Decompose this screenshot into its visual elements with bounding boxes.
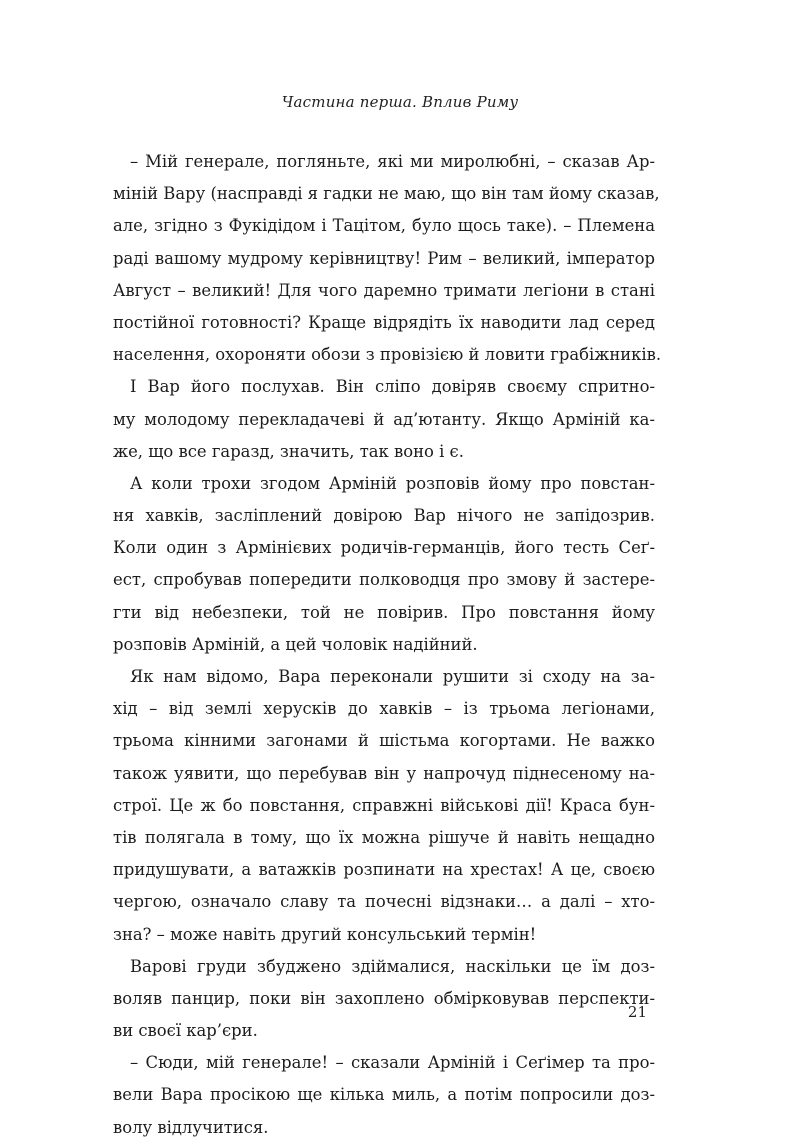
body-text <box>113 146 662 1144</box>
text-line: гти від небезпеки, той не повірив. Про повстання йому <box>113 602 655 622</box>
text-line: зна? – може навіть другий консульський термін! <box>113 924 537 944</box>
text-line: населення, охороняти обози з провізією й ловити грабіжників. <box>113 345 662 365</box>
text-line: Август – великий! Для чого даремно тримати легіони в стані <box>113 280 655 300</box>
text-line: Коли один з Армінієвих родичів-германців, його тесть Сеґ- <box>113 538 655 558</box>
page-number: 21 <box>627 1003 647 1021</box>
text-line: розповів Арміній, а цей чоловік надійний. <box>113 634 478 654</box>
text-line: також уявити, що перебував він у напрочуд піднесеному на- <box>113 763 655 783</box>
running-head: Частина перша. Вплив Риму <box>281 93 519 111</box>
paragraph <box>113 951 655 1048</box>
paragraph <box>113 661 655 951</box>
text-line: ест, спробував попередити полководця про змову й застере- <box>113 570 655 590</box>
text-line: волу відлучитися. <box>113 1117 269 1137</box>
paragraph <box>113 1047 655 1144</box>
text-line: А коли трохи згодом Арміній розповів йому про повстан- <box>130 473 655 493</box>
text-line: ви своєї кар’єри. <box>113 1021 258 1041</box>
text-line: строї. Це ж бо повстання, справжні військові дії! Краса бун- <box>113 795 655 815</box>
text-line: хід – від землі херусків до хавків – із трьома легіонами, <box>113 699 655 719</box>
text-line: ня хавків, засліплений довірою Вар нічого не запідозрив. <box>113 506 655 526</box>
text-line: вели Вара просікою ще кілька миль, а потім попросили доз- <box>113 1085 655 1105</box>
text-line: Варові груди збуджено здіймалися, наскільки це їм доз- <box>130 956 655 976</box>
text-line: І Вар його послухав. Він сліпо довіряв своєму спритно- <box>130 377 655 397</box>
text-line: міній Вару (насправді я гадки не маю, що він там йому сказав, <box>113 184 660 204</box>
text-line: раді вашому мудрому керівництву! Рим – великий, імператор <box>113 248 655 268</box>
text-line: придушувати, а ватажків розпинати на хрестах! А це, своєю <box>113 860 655 880</box>
text-line: Як нам відомо, Вара переконали рушити зі сходу на за- <box>130 667 655 686</box>
text-line: воляв панцир, поки він захоплено обмірковував перспекти- <box>113 988 655 1008</box>
text-line: трьома кінними загонами й шістьма когортами. Не важко <box>113 731 655 751</box>
text-line: але, згідно з Фукідідом і Тацітом, було щось таке). – Племена <box>113 216 655 236</box>
text-line: – Мій генерале, погляньте, які ми миролюбні, – сказав Ар- <box>130 152 655 171</box>
text-line: тів полягала в тому, що їх можна рішуче й навіть нещадно <box>113 827 655 847</box>
text-line: чергою, означало славу та почесні відзнаки… а далі – хто- <box>113 892 655 912</box>
paragraph <box>113 468 655 661</box>
paragraph <box>113 146 662 371</box>
text-line: – Сюди, мій генерале! – сказали Арміній і Сеґімер та про- <box>130 1053 655 1073</box>
text-line: му молодому перекладачеві й ад’ютанту. Якщо Арміній ка- <box>113 409 655 429</box>
paragraph <box>113 371 655 468</box>
text-line: постійної готовності? Краще відрядіть їх наводити лад серед <box>113 312 655 332</box>
text-line: же, що все гаразд, значить, так воно і є. <box>113 441 464 461</box>
